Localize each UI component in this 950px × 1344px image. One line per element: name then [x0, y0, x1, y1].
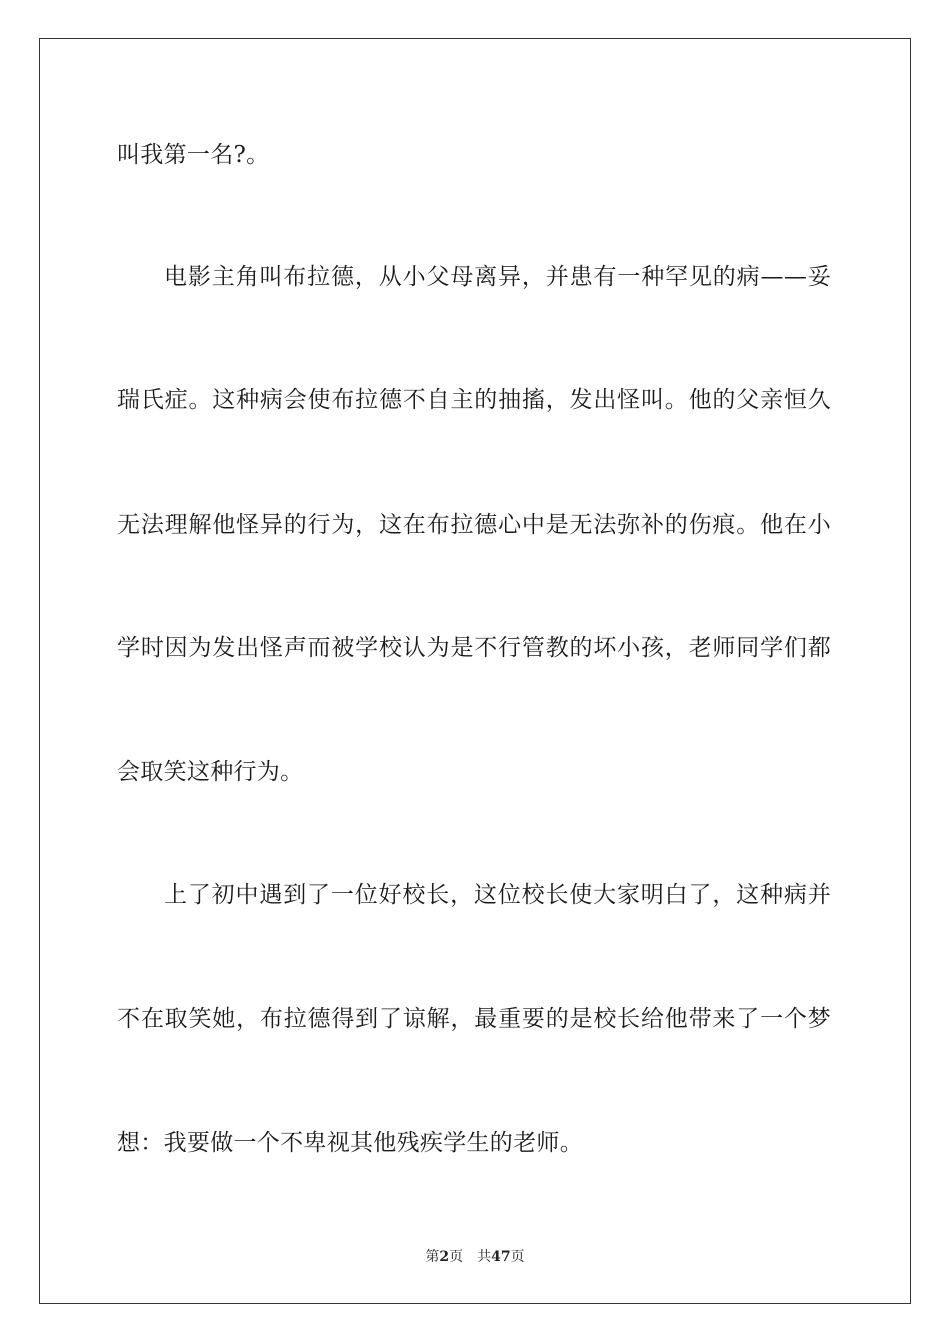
page-border [39, 38, 911, 1304]
paragraph-line: 会取笑这种行为。 [117, 759, 304, 785]
paragraph-line: 电影主角叫布拉德，从小父母离异，并患有一种罕见的病——妥 [164, 264, 831, 290]
footer-page-number: 2 [439, 1249, 450, 1265]
page-footer [0, 1247, 950, 1267]
paragraph-line: 瑞氏症。这种病会使布拉德不自主的抽搐，发出怪叫。他的父亲恒久 [117, 387, 831, 413]
paragraph-line: 不在取笑她，布拉德得到了谅解，最重要的是校长给他带来了一个梦 [117, 1006, 831, 1032]
footer-page-suffix: 页 [449, 1249, 464, 1265]
footer-total-pages: 47 [491, 1249, 511, 1265]
footer-page-prefix: 第 [425, 1249, 440, 1265]
paragraph-line: 学时因为发出怪声而被学校认为是不行管教的坏小孩，老师同学们都 [117, 635, 831, 661]
paragraph-line: 上了初中遇到了一位好校长，这位校长使大家明白了，这种病并 [164, 882, 831, 908]
footer-total-suffix: 页 [510, 1249, 525, 1265]
paragraph-line: 无法理解他怪异的行为，这在布拉德心中是无法弥补的伤痕。他在小 [117, 512, 831, 538]
footer-total-prefix: 共 [477, 1249, 492, 1265]
paragraph-line: 叫我第一名?。 [117, 142, 270, 168]
paragraph-line: 想：我要做一个不卑视其他残疾学生的老师。 [117, 1130, 583, 1156]
